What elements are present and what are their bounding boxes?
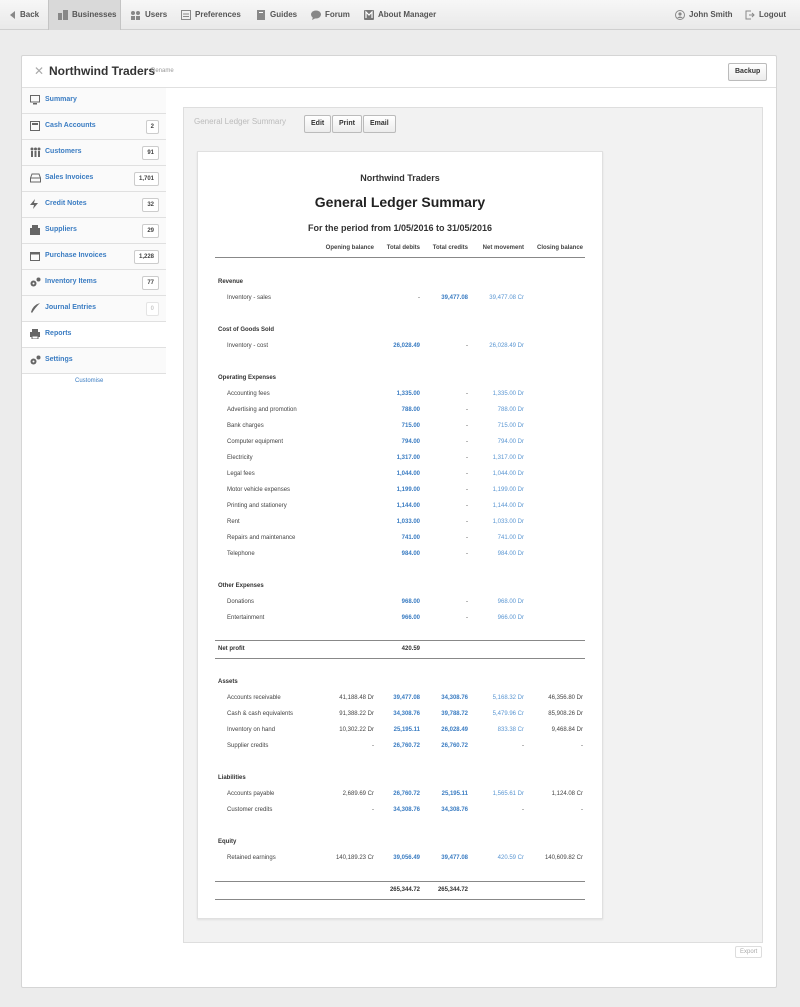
cell-closing: 140,609.82 Cr <box>544 855 583 861</box>
sidebar-item-label: Cash Accounts <box>45 122 96 129</box>
cell-opening: 10,302.22 Dr <box>339 727 374 733</box>
cell-debits[interactable]: 794.00 <box>401 439 420 445</box>
logout-icon <box>745 10 755 20</box>
inbox-icon <box>30 173 41 185</box>
count-badge: 0 <box>146 302 159 316</box>
sidebar-item-journal-entries[interactable] <box>22 296 166 322</box>
business-header <box>22 56 776 88</box>
cell-credits: - <box>466 471 468 477</box>
cell-credits: - <box>466 455 468 461</box>
cell-credits: - <box>466 407 468 413</box>
cell-credits: - <box>466 439 468 445</box>
cell-net: - <box>522 807 524 813</box>
sidebar-item-label: Credit Notes <box>45 200 87 207</box>
count-badge: 1,701 <box>134 172 159 186</box>
cell-credits: - <box>466 519 468 525</box>
backup-button[interactable]: Backup <box>728 63 767 81</box>
nav-businesses[interactable]: Businesses <box>48 0 121 30</box>
column-header: Total credits <box>432 245 468 251</box>
account-name: Entertainment <box>227 615 265 621</box>
cell-debits[interactable]: 39,477.08 <box>393 695 420 701</box>
account-name: Electricity <box>227 455 253 461</box>
cell-debits[interactable]: 968.00 <box>401 599 420 605</box>
cash-register-icon <box>30 121 40 133</box>
cell-credits: - <box>466 535 468 541</box>
cell-debits[interactable]: 34,308.76 <box>393 711 420 717</box>
count-badge: 91 <box>142 146 159 160</box>
header-rule <box>215 257 585 258</box>
section-title: Other Expenses <box>218 583 264 589</box>
cell-credits[interactable]: 34,308.76 <box>441 807 468 813</box>
close-icon[interactable]: ✕ <box>34 64 45 78</box>
customise-link[interactable]: Customise <box>75 378 104 384</box>
cell-credits: - <box>466 391 468 397</box>
cell-debits[interactable]: 966.00 <box>401 615 420 621</box>
account-name: Printing and stationery <box>227 503 287 509</box>
account-name: Inventory on hand <box>227 727 276 733</box>
column-header: Closing balance <box>536 245 583 251</box>
sidebar-item-settings[interactable] <box>22 348 166 374</box>
printer-icon <box>30 329 40 341</box>
cell-debits: - <box>418 295 420 301</box>
cell-debits[interactable]: 1,335.00 <box>396 391 420 397</box>
gears-icon <box>30 277 41 289</box>
cell-debits[interactable]: 984.00 <box>401 551 420 557</box>
preferences-icon <box>181 10 191 20</box>
cell-net: 1,033.00 Dr <box>492 519 524 525</box>
account-name: Telephone <box>227 551 255 557</box>
sidebar-item-suppliers[interactable] <box>22 218 166 244</box>
sidebar-item-inventory-items[interactable] <box>22 270 166 296</box>
cell-net: 26,028.49 Dr <box>489 343 524 349</box>
back-button[interactable]: Back <box>10 0 39 30</box>
sidebar-item-label: Reports <box>45 330 72 337</box>
count-badge: 2 <box>146 120 159 134</box>
cell-debits[interactable]: 1,033.00 <box>396 519 420 525</box>
cell-credits[interactable]: 34,308.76 <box>441 695 468 701</box>
manager-logo-icon <box>364 10 374 20</box>
nav-forum[interactable]: Forum <box>311 0 350 30</box>
account-name: Rent <box>227 519 240 525</box>
cell-net: 788.00 Dr <box>497 407 524 413</box>
users-icon <box>130 10 141 20</box>
column-header: Opening balance <box>325 245 374 251</box>
cell-debits[interactable]: 1,044.00 <box>396 471 420 477</box>
cell-opening: - <box>372 743 374 749</box>
report-document <box>197 151 603 919</box>
cell-closing: - <box>581 807 583 813</box>
account-name: Inventory - cost <box>227 343 269 349</box>
sidebar-item-sales-invoices[interactable] <box>22 166 166 192</box>
cell-debits[interactable]: 715.00 <box>401 423 420 429</box>
business-title: Northwind Traders <box>49 64 156 78</box>
main-panel <box>21 55 777 988</box>
section-title: Cost of Goods Sold <box>218 327 274 333</box>
account-name: Donations <box>227 599 255 605</box>
section-title: Liabilities <box>218 775 246 781</box>
email-button[interactable]: Email <box>363 115 396 133</box>
net-profit-rule-top <box>215 640 585 641</box>
totals-rule-bottom <box>215 899 585 900</box>
account-name: Advertising and promotion <box>227 407 297 413</box>
cell-closing: - <box>581 743 583 749</box>
cell-net: 1,317.00 Dr <box>492 455 524 461</box>
cell-net: - <box>522 743 524 749</box>
cell-opening: - <box>372 807 374 813</box>
report-business-name: Northwind Traders <box>360 173 440 183</box>
cell-debits[interactable]: 1,317.00 <box>396 455 420 461</box>
count-badge: 77 <box>142 276 159 290</box>
cell-net: 1,199.00 Dr <box>492 487 524 493</box>
column-header: Net movement <box>482 245 524 251</box>
cell-debits[interactable]: 1,199.00 <box>396 487 420 493</box>
net-profit-value: 420.59 <box>401 646 420 652</box>
cell-credits[interactable]: 39,477.08 <box>441 295 468 301</box>
sidebar-item-label: Purchase Invoices <box>45 252 107 259</box>
account-name: Cash & cash equivalents <box>227 711 294 717</box>
column-header: Total debits <box>386 245 420 251</box>
suppliers-icon <box>30 225 40 237</box>
quill-icon <box>30 303 40 315</box>
section-title: Assets <box>218 679 238 685</box>
cell-closing: 9,468.84 Dr <box>551 727 583 733</box>
cell-credits: - <box>466 423 468 429</box>
cell-debits[interactable]: 26,760.72 <box>393 791 420 797</box>
cell-opening: 140,189.23 Cr <box>335 855 374 861</box>
cell-credits[interactable]: 25,195.11 <box>441 791 468 797</box>
count-badge: 1,228 <box>134 250 159 264</box>
cell-net: 39,477.08 Cr <box>489 295 524 301</box>
count-badge: 32 <box>142 198 159 212</box>
nav-guides[interactable]: Guides <box>257 0 297 30</box>
cell-net: 715.00 Dr <box>497 423 524 429</box>
cell-closing: 46,356.80 Dr <box>548 695 583 701</box>
account-name: Motor vehicle expenses <box>227 487 291 493</box>
section-title: Revenue <box>218 279 244 285</box>
sidebar-item-label: Settings <box>45 356 73 363</box>
cell-debits[interactable]: 26,760.72 <box>393 743 420 749</box>
cell-credits[interactable]: 39,477.08 <box>441 855 468 861</box>
sidebar-item-label: Suppliers <box>45 226 77 233</box>
account-name: Accounting fees <box>227 391 270 397</box>
cell-debits[interactable]: 25,195.11 <box>393 727 420 733</box>
lightning-icon <box>30 199 38 211</box>
account-name: Inventory - sales <box>227 295 272 301</box>
cell-closing: 1,124.08 Cr <box>551 791 583 797</box>
sidebar-item-label: Sales Invoices <box>45 174 94 181</box>
count-badge: 29 <box>142 224 159 238</box>
cell-opening: 2,689.69 Cr <box>342 791 374 797</box>
print-button[interactable]: Print <box>332 115 362 133</box>
cell-debits[interactable]: 39,056.49 <box>393 855 420 861</box>
sidebar-item-reports[interactable] <box>22 322 166 348</box>
settings-gears-icon <box>30 355 41 367</box>
cell-debits[interactable]: 34,308.76 <box>393 807 420 813</box>
back-arrow-icon <box>10 11 16 19</box>
monitor-icon <box>30 95 40 107</box>
user-icon <box>675 10 685 20</box>
sidebar-item-customers[interactable] <box>22 140 166 166</box>
cell-credits[interactable]: 26,028.49 <box>441 727 468 733</box>
cell-net: 833.38 Cr <box>497 727 524 733</box>
top-nav-bar <box>0 0 800 30</box>
totals-rule-top <box>215 881 585 882</box>
cell-debits[interactable]: 26,028.49 <box>393 343 420 349</box>
cell-credits: - <box>466 503 468 509</box>
book-icon <box>257 10 266 20</box>
account-name: Repairs and maintenance <box>227 535 296 541</box>
account-name: Legal fees <box>227 471 255 477</box>
net-profit-label: Net profit <box>218 646 245 652</box>
cell-credits: - <box>466 551 468 557</box>
sidebar-item-label: Inventory Items <box>45 278 97 285</box>
cell-net: 984.00 Dr <box>497 551 524 557</box>
section-title: Equity <box>218 839 237 845</box>
edit-button[interactable]: Edit <box>304 115 331 133</box>
nav-preferences[interactable]: Preferences <box>181 0 241 30</box>
sidebar-item-label: Customers <box>45 148 82 155</box>
report-period: For the period from 1/05/2016 to 31/05/2016 <box>307 223 493 233</box>
user-menu[interactable]: John Smith <box>675 0 733 30</box>
cell-net: 741.00 Dr <box>497 535 524 541</box>
calendar-icon <box>30 251 40 263</box>
account-name: Accounts payable <box>227 791 275 797</box>
cell-credits[interactable]: 39,788.72 <box>441 711 468 717</box>
rename-link[interactable]: Rename <box>151 68 174 74</box>
sidebar <box>22 88 166 369</box>
account-name: Accounts receivable <box>227 695 281 701</box>
total-credits: 265,344.72 <box>437 887 468 893</box>
cell-net: 420.59 Cr <box>497 855 524 861</box>
account-name: Supplier credits <box>227 743 269 749</box>
section-title: Operating Expenses <box>218 375 277 381</box>
cell-debits[interactable]: 1,144.00 <box>396 503 420 509</box>
account-name: Bank charges <box>227 423 264 429</box>
total-debits: 265,344.72 <box>389 887 420 893</box>
cell-net: 968.00 Dr <box>497 599 524 605</box>
nav-about-manager[interactable]: About Manager <box>364 0 436 30</box>
cell-credits: - <box>466 615 468 621</box>
report-label: General Ledger Summary <box>194 117 287 126</box>
nav-users[interactable]: Users <box>130 0 167 30</box>
cell-net: 1,144.00 Dr <box>492 503 524 509</box>
report-title: General Ledger Summary <box>314 194 486 210</box>
buildings-icon <box>58 10 68 20</box>
cell-net: 1,335.00 Dr <box>492 391 524 397</box>
sidebar-item-credit-notes[interactable] <box>22 192 166 218</box>
sidebar-item-purchase-invoices[interactable] <box>22 244 166 270</box>
export-button[interactable]: Export <box>735 946 762 958</box>
account-name: Customer credits <box>227 807 273 813</box>
cell-credits[interactable]: 26,760.72 <box>441 743 468 749</box>
speech-bubble-icon <box>311 10 321 20</box>
cell-net: 794.00 Dr <box>497 439 524 445</box>
net-profit-rule-bottom <box>215 658 585 659</box>
logout-button[interactable]: Logout <box>745 0 786 30</box>
cell-debits[interactable]: 788.00 <box>401 407 420 413</box>
cell-opening: 91,388.22 Dr <box>339 711 374 717</box>
cell-debits[interactable]: 741.00 <box>401 535 420 541</box>
sidebar-item-cash-accounts[interactable] <box>22 114 166 140</box>
sidebar-item-summary[interactable] <box>22 88 166 114</box>
cell-credits: - <box>466 487 468 493</box>
account-name: Computer equipment <box>227 439 284 445</box>
cell-opening: 41,188.48 Dr <box>339 695 374 701</box>
cell-credits: - <box>466 343 468 349</box>
cell-credits: - <box>466 599 468 605</box>
cell-net: 966.00 Dr <box>497 615 524 621</box>
account-name: Retained earnings <box>227 855 276 861</box>
sidebar-item-label: Journal Entries <box>45 304 96 311</box>
sidebar-item-label: Summary <box>45 96 77 103</box>
cell-net: 5,479.96 Cr <box>492 711 524 717</box>
cell-net: 1,565.61 Dr <box>492 791 524 797</box>
customers-icon <box>30 147 41 159</box>
report-container <box>183 107 763 943</box>
cell-net: 5,168.32 Dr <box>492 695 524 701</box>
cell-closing: 85,908.26 Dr <box>548 711 583 717</box>
cell-net: 1,044.00 Dr <box>492 471 524 477</box>
